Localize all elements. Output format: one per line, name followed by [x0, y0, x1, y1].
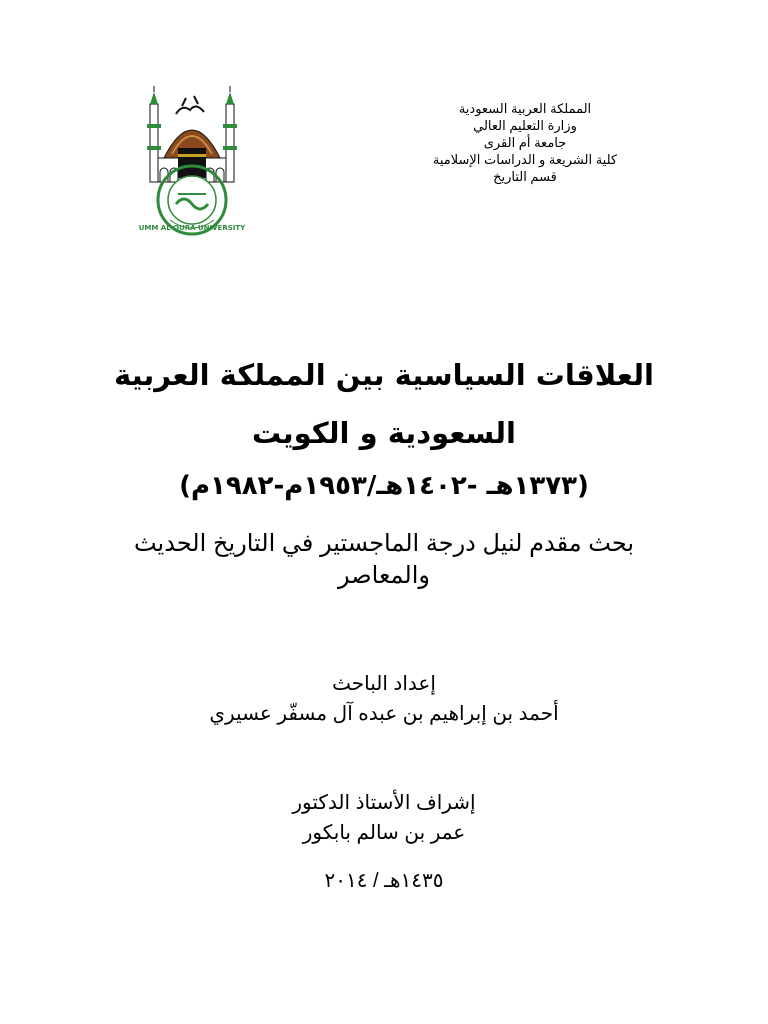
university-line: جامعة أم القرى	[483, 135, 567, 150]
degree-statement	[84, 528, 684, 592]
country-line: المملكة العربية السعودية	[458, 101, 592, 116]
supervisor-name: عمر بن سالم بابكور	[302, 822, 466, 844]
researcher-block	[84, 669, 684, 729]
degree-line-1: بحث مقدم لنيل درجة الماجستير في التاريخ الحديث	[133, 530, 635, 557]
department-line: قسم التاريخ	[493, 169, 557, 184]
thesis-title	[84, 346, 684, 506]
supervisor-label: إشراف الأستاذ الدكتور	[292, 792, 476, 814]
college-line: كلية الشريعة و الدراسات الإسلامية	[432, 152, 618, 167]
university-logo	[136, 84, 248, 236]
university-logo-icon	[136, 84, 248, 236]
submission-date: ١٤٣٥هـ / ٢٠١٤	[324, 870, 444, 892]
institution-header	[400, 100, 650, 185]
degree-line-2: والمعاصر	[338, 562, 430, 589]
researcher-label: إعداد الباحث	[332, 673, 436, 695]
ministry-line: وزارة التعليم العالي	[473, 118, 577, 133]
title-line-2: السعودية و الكويت	[252, 416, 516, 450]
title-dates: (١٣٧٣هـ -١٤٠٢هـ/١٩٥٣م-١٩٨٢م)	[179, 471, 589, 501]
logo-ring-text: UMM AL QURA UNIVERSITY	[138, 224, 246, 232]
title-line-1: العلاقات السياسية بين المملكة العربية	[113, 358, 654, 392]
supervisor-block	[84, 788, 684, 848]
researcher-name: أحمد بن إبراهيم بن عبده آل مسفّر عسيري	[209, 703, 559, 725]
